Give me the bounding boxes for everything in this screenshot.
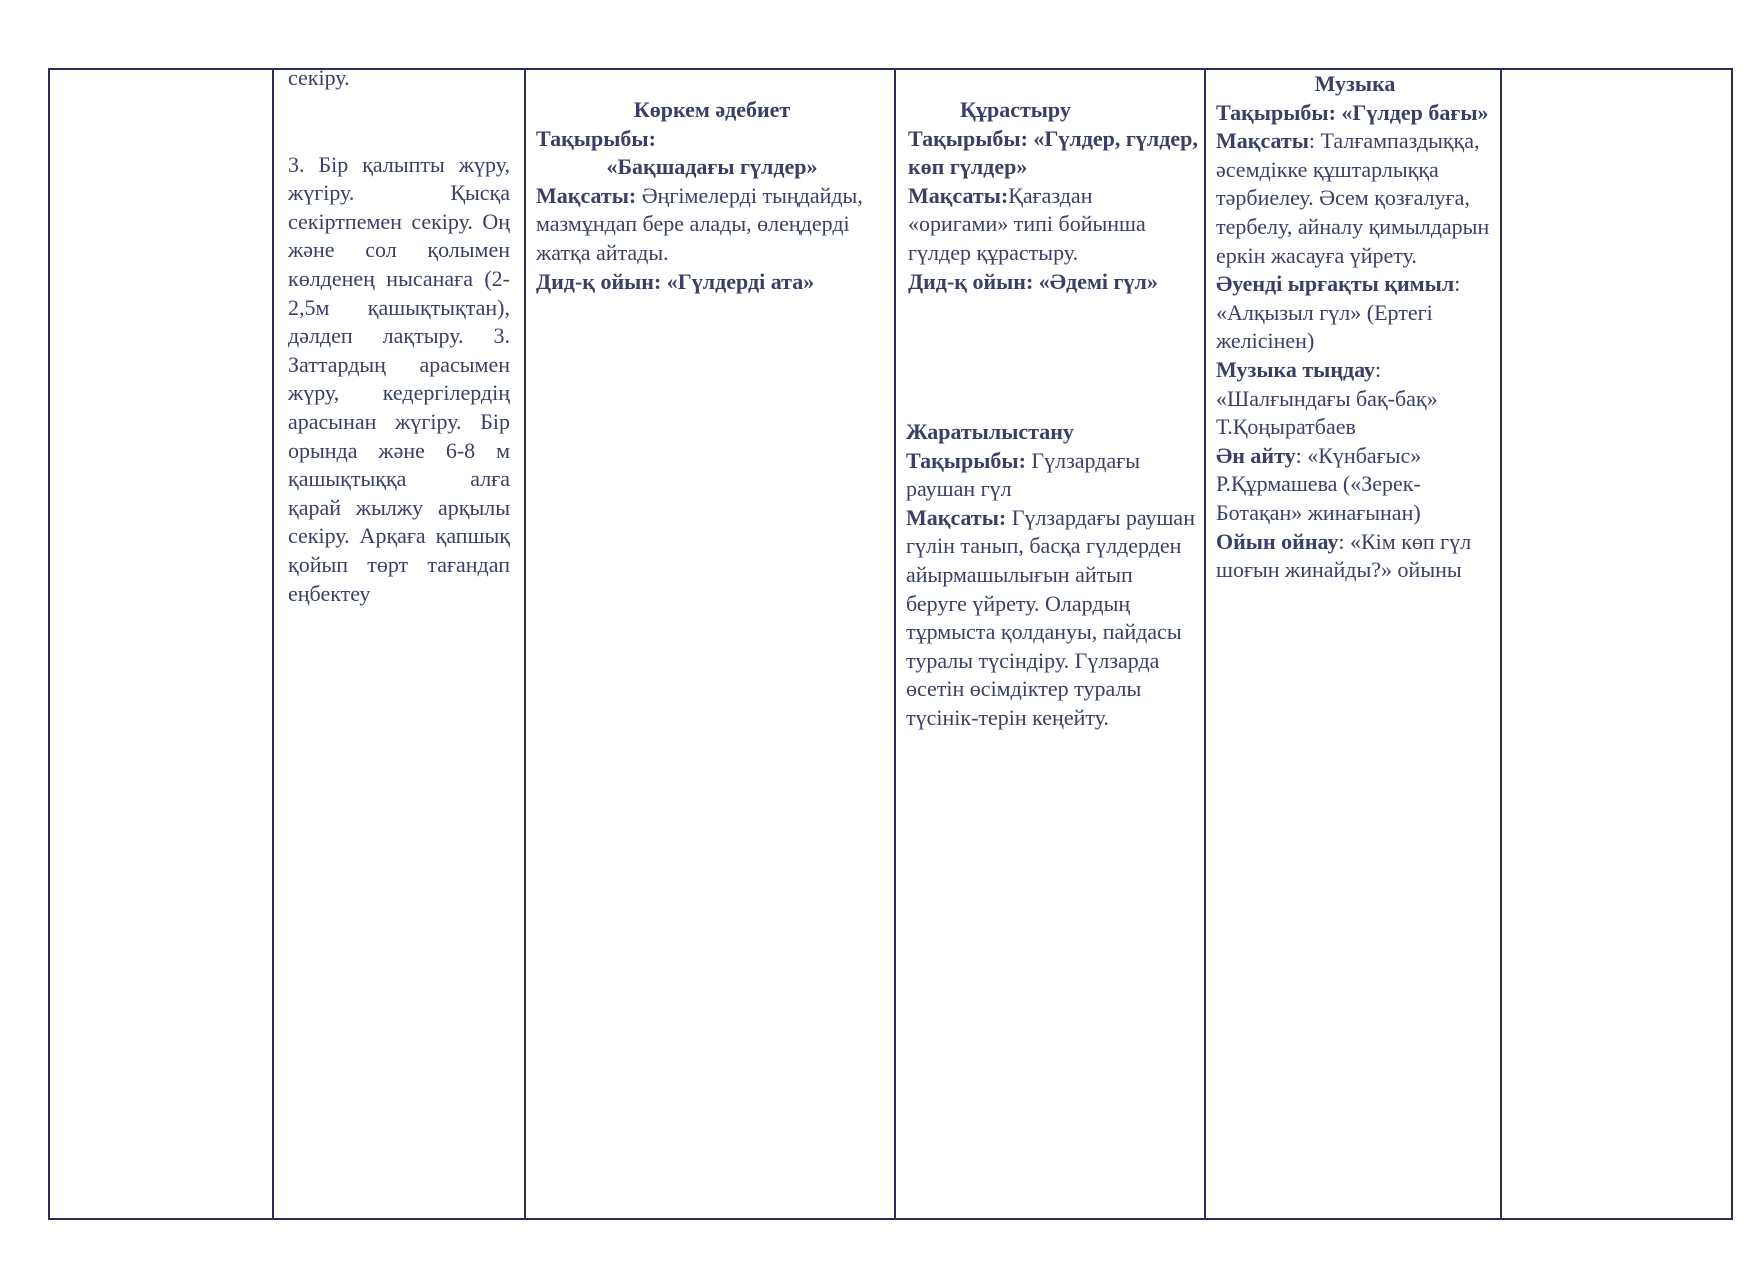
column-4-text — [908, 96, 1198, 296]
col4-goal2-text: Гүлзардағы раушан гүлін танып, басқа гүлдерден айырмашылығын айтып беруге үйрету. Олардың тұрмыста қолдануы, пайдасы туралы түсіндіру. Гүлзарда өсетін өсімдіктер туралы түсінік-терін кеңейту. — [906, 504, 1195, 730]
col4-goal-text: Қағаздан «оригами» типі бойынша гүлдер құрастыру. — [908, 182, 1146, 265]
col5-topic: Тақырыбы: «Гүлдер бағы» — [1216, 99, 1489, 125]
column-3 — [526, 70, 896, 1218]
col5-sing: Ән айту: «Күнбағыс» Р.Құрмашева («Зерек-Ботақан» жинағынан) — [1216, 442, 1422, 525]
col4-topic: Тақырыбы: «Гүлдер, гүлдер, көп гүлдер» — [908, 125, 1198, 180]
col5-play-label: Ойын ойнау — [1216, 528, 1339, 554]
col5-sing-label: Ән айту — [1216, 442, 1296, 468]
column-5 — [1206, 70, 1502, 1218]
col4-heading2: Жаратылыстану — [906, 419, 1074, 444]
col4-goal2-label: Мақсаты: — [906, 504, 1007, 530]
spacer — [288, 93, 510, 151]
col4-topic2-text: Гүлзардағы раушан гүл — [906, 447, 1141, 502]
col4-goal-label: Мақсаты: — [908, 182, 1009, 208]
column-2 — [274, 65, 526, 1218]
col3-goal — [536, 182, 888, 268]
col4-goal2 — [906, 504, 1198, 733]
plan-table — [48, 65, 1733, 1220]
col5-listen-label: Музыка тыңдау — [1216, 356, 1376, 382]
col5-rhythm: Әуенді ырғақты қимыл: «Алқызыл гүл» (Ертегі желісінен) — [1216, 271, 1461, 354]
col4-heading: Құрастыру — [960, 97, 1071, 122]
col4-game: Дид-қ ойын: «Әдемі гүл» — [908, 268, 1158, 294]
col5-goal-label: Мақсаты — [1216, 128, 1309, 154]
col3-goal-label: Мақсаты: — [536, 182, 637, 208]
col3-game: Дид-қ ойын: «Гүлдерді ата» — [536, 268, 815, 294]
col2-body-text: 3. Бір қалыпты жүру, жүгіру. Қысқа секіртпемен секіру. Оң және сол қолымен көлденең нысанаға (2-2,5м қашықтықтан), дәлдеп лақтыру. 3. Заттардың арасымен жүру, кедергілердің арасынан жүгіру. Бір орында және 6-8 м қашықтыққа алға қарай жылжу арқылы секіру. Арқаға қапшық қойып төрт тағандап еңбектеу — [288, 151, 510, 606]
column-2-text — [288, 64, 510, 608]
column-3-text — [536, 96, 888, 296]
col5-rhythm-label: Әуенді ырғақты қимыл — [1216, 271, 1455, 297]
col5-goal-text: Талғампаздыққа, әсемдікке құштарлыққа тәрбиелеу. Әсем қозғалуға, тербелу, айналу қимылдарын еркін жасауға үйрету. — [1216, 128, 1490, 268]
col4-topic2 — [906, 447, 1198, 504]
column-6 — [1502, 70, 1731, 1218]
column-4 — [896, 70, 1206, 1218]
col5-goal: Мақсаты: Талғампаздыққа, әсемдікке құштарлыққа тәрбиелеу. Әсем қозғалуға, тербелу, айналу қимылдарын еркін жасауға үйрету. — [1216, 128, 1490, 268]
col3-heading: Көркем әдебиет — [633, 97, 791, 122]
col5-sing-text: «Күнбағыс» Р.Құрмашева («Зерек-Ботақан» жинағынан) — [1216, 442, 1422, 525]
col4-topic2-label: Тақырыбы: — [906, 447, 1026, 473]
col5-rhythm-text: «Алқызыл гүл» (Ертегі желісінен) — [1216, 299, 1433, 354]
col3-topic-label: Тақырыбы: — [536, 125, 656, 151]
col3-goal-text: Әңгімелерді тыңдайды, мазмұндап бере алады, өлеңдерді жатқа айтады. — [536, 182, 863, 265]
column-1 — [50, 70, 274, 1218]
col5-listen-text: «Шалғындағы бақ-бақ» Т.Қоңыратбаев — [1216, 385, 1438, 440]
col4-goal — [908, 182, 1198, 268]
col5-heading: Музыка — [1314, 71, 1396, 96]
col5-listen: Музыка тыңдау: «Шалғындағы бақ-бақ» Т.Қоңыратбаев — [1216, 356, 1438, 440]
col5-play: Ойын ойнау: «Кім көп гүл шоғын жинайды?» ойыны — [1216, 528, 1472, 583]
col3-topic: «Бақшадағы гүлдер» — [606, 154, 818, 180]
col5-play-text: «Кім көп гүл шоғын жинайды?» ойыны — [1216, 528, 1472, 583]
column-4-text-2 — [906, 418, 1198, 733]
col2-top-text: секіру. — [288, 65, 350, 90]
column-5-text — [1216, 70, 1494, 585]
